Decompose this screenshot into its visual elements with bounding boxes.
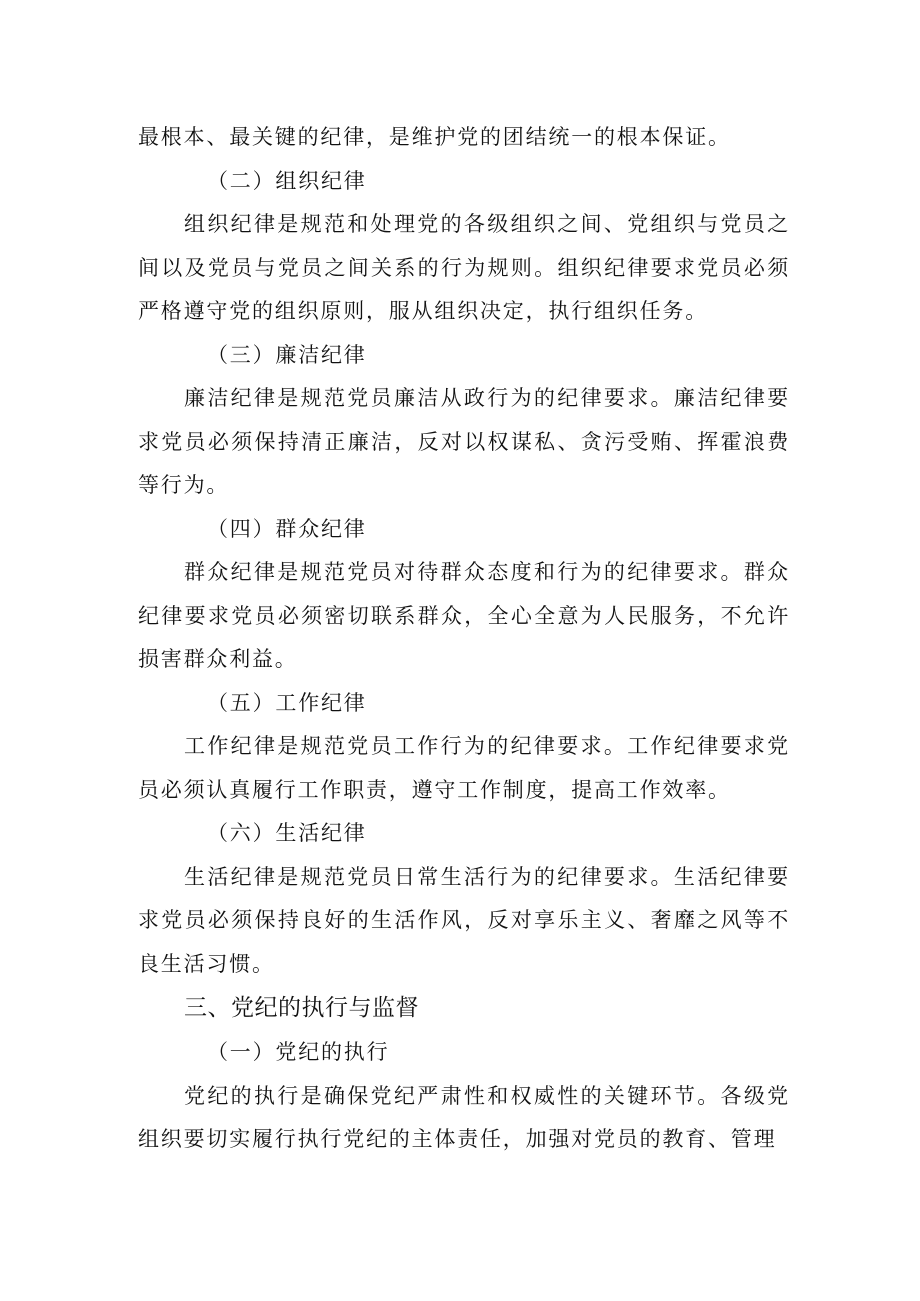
subheading-integrity-discipline: （三）廉洁纪律 [207,342,367,367]
paragraph-organizational-discipline: 组织纪律是规范和处理党的各级组织之间、党组织与党员之间以及党员与党员之间关系的行为规则。组织纪律要求党员必须严格遵守党的组织原则，服从组织决定，执行组织任务。 [138,212,790,323]
subheading-life-discipline: （六）生活纪律 [207,821,367,845]
paragraph-work-discipline: 工作纪律是规范党员工作行为的纪律要求。工作纪律要求党员必须认真履行工作职责，遵守工作制度，提高工作效率。 [138,734,790,802]
paragraph-enforcement: 党纪的执行是确保党纪严肃性和权威性的关键环节。各级党组织要切实履行执行党纪的主体责任，加强对党员的教育、管理 [138,1083,790,1151]
subheading-mass-discipline: （四）群众纪律 [207,516,367,541]
paragraph-life-discipline: 生活纪律是规范党员日常生活行为的纪律要求。生活纪律要求党员必须保持良好的生活作风，反对享乐主义、奢靡之风等不良生活习惯。 [138,864,790,976]
paragraph-integrity-discipline: 廉洁纪律是规范党员廉洁从政行为的纪律要求。廉洁纪律要求党员必须保持清正廉洁，反对以权谋私、贪污受贿、挥霍浪费等行为。 [138,386,790,497]
paragraph-mass-discipline: 群众纪律是规范党员对待群众态度和行为的纪律要求。群众纪律要求党员必须密切联系群众，全心全意为人民服务，不允许损害群众利益。 [138,560,790,671]
subheading-enforcement: （一）党纪的执行 [207,1040,390,1064]
document-body [138,116,790,1162]
paragraph-continued: 最根本、最关键的纪律，是维护党的团结统一的根本保证。 [138,125,731,149]
subheading-organizational-discipline: （二）组织纪律 [207,168,367,193]
subheading-work-discipline: （五）工作纪律 [207,690,367,715]
section-heading-enforcement-supervision: 三、党纪的执行与监督 [184,995,419,1021]
